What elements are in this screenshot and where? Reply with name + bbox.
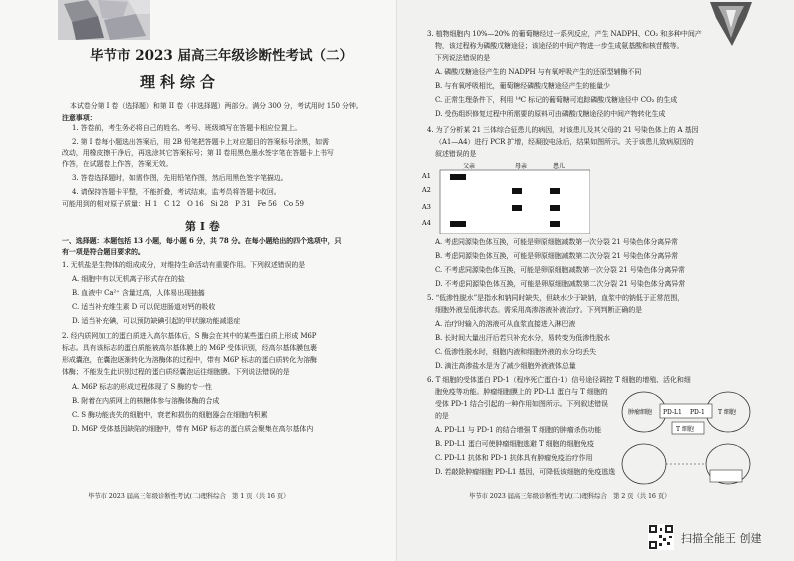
gel-band-a1-0 (450, 174, 466, 180)
q3-option-a: A. 磷酸戊糖途径产生的 NADPH 与有氧呼吸产生的还原型辅酶不同 (435, 68, 642, 76)
q5-option-d: D. 滴注高渗盐水是为了减少细胞外液液体总量 (435, 362, 576, 370)
mc-intro-b: 有一项是符合题目要求的。 (62, 247, 145, 256)
left-footer: 毕节市 2023 届高三年级诊断性考试(二)理科综合 第 1 页（共 16 页） (88, 492, 290, 500)
notice-2c: 作答，在试题卷上作答，答案无效。 (62, 160, 173, 168)
q2-option-c: C. S 酶功能丧失的细胞中，衰老和损伤的细胞器会在细胞内积累 (72, 411, 268, 419)
q1-stem: 1. 无机盐是生物体的组成成分，对维持生命活动有重要作用。下列叙述错误的是 (62, 261, 306, 269)
q4-option-b: B. 考虑同源染色体互换，可能是卵原细胞减数第二次分裂 21 号染色体分离异常 (435, 252, 679, 260)
notice-4: 4. 请保持答题卡平整，不能折叠，考试结束，监考员将答题卡收回。 (72, 188, 281, 196)
q3-stem-b: 物，该过程称为磷酸戊糖途径；该途径的中间产物进一步生成氨基酸和核苷酸等。 (435, 42, 684, 50)
gel-band-a2-2 (550, 188, 560, 194)
q4-stem-c: 叙述错误的是 (435, 150, 477, 158)
intro-text: 本试卷分第 I 卷（选择题）和第 II 卷（非选择题）两部分。满分 300 分，考试用时 150 分钟。 (70, 102, 363, 110)
t-cell-label: T 细胞 (718, 409, 736, 416)
q1-option-b: B. 血液中 Ca²⁺ 含量过高，人体易出现抽搐 (72, 289, 205, 297)
q2-option-a: A. M6P 标志的形成过程体现了 S 酶的专一性 (72, 383, 212, 391)
exam-title: 毕节市 2023 届高三年级诊断性考试（二） (90, 48, 353, 64)
q2-option-d: D. M6P 受体基因缺陷的细胞中，带有 M6P 标志的蛋白质会聚集在高尔基体内 (72, 425, 314, 433)
notice-2b: 改动，用橡皮擦干净后，再选涂其它答案标号；第 II 卷用黑色墨水签字笔在答题卡上书写 (62, 149, 334, 157)
q2-stem-c: 形成囊泡，在囊泡逐渐转化为溶酶体的过程中，带有 M6P 标志的蛋白质转化为溶酶 (62, 356, 317, 364)
q4-stem-b: （A1—A4）进行 PCR 扩增，经凝胶电泳后，结果如图所示。关于该患儿致病原因的 (435, 138, 694, 146)
scanner-watermark: 扫描全能王 创建 (681, 532, 762, 545)
q4-stem-a: 4. 为了分析某 21 三体综合征患儿的病因，对该患儿及其父母的 21 号染色体上的 A 基因 (427, 126, 699, 134)
q2-option-b: B. 附着在内质网上的核糖体参与溶酶体酶的合成 (72, 397, 220, 405)
gel-electrophoresis-figure (420, 162, 590, 234)
gel-header-father: 父亲 (463, 163, 476, 170)
section-title: 第 I 卷 (185, 220, 220, 233)
atomic-masses: 可能用到的相对原子质量：H 1 C 12 O 16 Si 28 P 31 Fe 56 Co 59 (62, 200, 304, 208)
decorative-image (58, 0, 150, 40)
tumor-cell-label: 肿瘤细胞 (628, 409, 653, 416)
q5-stem-a: 5. “低渗性脱水”是指水和钠同时缺失，但缺水少于缺钠，血浆中的钠低于正常范围， (427, 294, 685, 302)
q1-option-a: A. 细胞中有以无机离子形式存在的盐 (72, 275, 185, 283)
t-cell-box-label: T 细胞 (676, 426, 694, 433)
q4-option-d: D. 不考虑同源染色体互换，可能是卵原细胞减数第二次分裂 21 号染色体分离异常 (435, 280, 686, 288)
q4-option-a: A. 考虑同源染色体互换，可能是卵原细胞减数第一次分裂 21 号染色体分离异常 (435, 238, 678, 246)
subject-title: 理科综合 (140, 73, 221, 91)
gel-row-a1: A1 (422, 172, 431, 180)
q6-option-d: D. 若敲除肿瘤细胞 PD-L1 基因，可降低该细胞的免疫逃逸 (435, 468, 616, 476)
pd1-label: PD-1 (690, 409, 705, 416)
q3-option-d: D. 受伤组织修复过程中所需要的原料可由磷酸戊糖途径的中间产物转化生成 (435, 110, 666, 118)
notice-2a: 2. 第 I 卷每小题选出答案后，用 2B 铅笔把答题卡上对应题目的答案标号涂黑，如需 (72, 138, 329, 146)
q3-option-c: C. 正常生理条件下，利用 ¹⁴C 标记的葡萄糖可追踪磷酸戊糖途径中 CO₂ 的生成 (435, 96, 678, 104)
q6-option-a: A. PD-L1 与 PD-1 的结合增强 T 细胞的肿瘤杀伤功能 (435, 426, 602, 434)
q6-stem-c: 受体 PD-1 结合引起的一种作用如图所示。下列叙述错误 (435, 400, 608, 408)
q2-stem-d: 体酶；不能发生此识别过程的蛋白质经囊泡运往细胞膜。下列说法错误的是 (62, 368, 290, 376)
gel-band-a2-1 (512, 188, 522, 194)
notice-label: 注意事项： (62, 113, 97, 122)
gel-row-a4: A4 (422, 219, 431, 227)
gel-band-a4-0 (450, 221, 466, 227)
mc-intro-a: 一、选择题：本题包括 13 小题，每小题 6 分，共 78 分。在每小题给出的四个选项中，只 (62, 236, 342, 245)
q2-stem-a: 2. 经内质网加工的蛋白质进入高尔基体后，S 酶会在其中的某些蛋白质上形成 M6P (62, 332, 317, 340)
gel-row-a3: A3 (422, 203, 431, 211)
q6-stem-d: 的是 (435, 412, 449, 420)
q3-option-b: B. 与有氧呼吸相比，葡萄糖经磷酸戊糖途径产生的能量少 (435, 82, 610, 90)
q5-option-b: B. 长时间大量出汗后若只补充水分，易转变为低渗性脱水 (435, 334, 610, 342)
gel-row-a2: A2 (422, 186, 431, 194)
q1-option-c: C. 适当补充维生素 D 可以促进肠道对钙的吸收 (72, 303, 216, 311)
q4-option-c: C. 不考虑同源染色体互换，可能是卵原细胞减数第一次分裂 21 号染色体分离异常 (435, 266, 685, 274)
notice-1: 1. 答卷前，考生务必将自己的姓名、考号、班级填写在答题卡相应位置上。 (72, 124, 302, 132)
q3-stem-a: 3. 植物细胞内 10%—20% 的葡萄糖经过一系列反应，产生 NADPH、CO₂ 和多种中间产 (427, 30, 702, 38)
gel-header-mother: 母亲 (515, 163, 528, 170)
pdl1-label: PD-L1 (663, 409, 682, 416)
q3-stem-c: 下列说法错误的是 (435, 54, 491, 62)
q6-option-b: B. PD-L1 蛋白可使肿瘤细胞逃避 T 细胞的细胞免疫 (435, 440, 594, 448)
qr-code (648, 524, 674, 550)
q2-stem-b: 标志。具有该标志的蛋白质能被高尔基体膜上的 M6P 受体识别，经高尔基体膜包裹 (62, 344, 317, 352)
gel-header-child: 患儿 (553, 163, 566, 170)
q6-stem-a: 6. T 细胞的受体蛋白 PD-1（程序死亡蛋白-1）信号途径调控 T 细胞的增殖、活化和细 (427, 376, 691, 384)
q6-stem-b: 胞免疫等功能。肿瘤细胞膜上的 PD-L1 蛋白与 T 细胞的 (435, 388, 608, 396)
q5-option-a: A. 治疗时输入的溶液可从血浆直接进入淋巴液 (435, 320, 576, 328)
right-footer: 毕节市 2023 届高三年级诊断性考试(二)理科综合 第 2 页（共 16 页） (469, 492, 671, 500)
gel-band-a4-2 (550, 221, 560, 227)
q1-option-d: D. 适当补充碘，可以预防缺碘引起的甲状腺功能减退症 (72, 317, 241, 325)
gel-band-a3-2 (550, 205, 560, 211)
q5-stem-b: 细胞外液呈低渗状态。需采用高渗溶液补液治疗。下列判断正确的是 (435, 306, 642, 314)
gel-band-a3-1 (512, 205, 522, 211)
q5-option-c: C. 低渗性脱水时，细胞内液和细胞外液的水分均丢失 (435, 348, 597, 356)
q6-option-c: C. PD-L1 抗体和 PD-1 抗体具有肿瘤免疫治疗作用 (435, 454, 593, 462)
pd1-diagram (616, 384, 756, 488)
notice-3: 3. 答卷选择题时，如需作图，先用铅笔作图，然后用黑色签字笔描边。 (72, 174, 288, 182)
decorative-pendant-image (706, 0, 756, 48)
